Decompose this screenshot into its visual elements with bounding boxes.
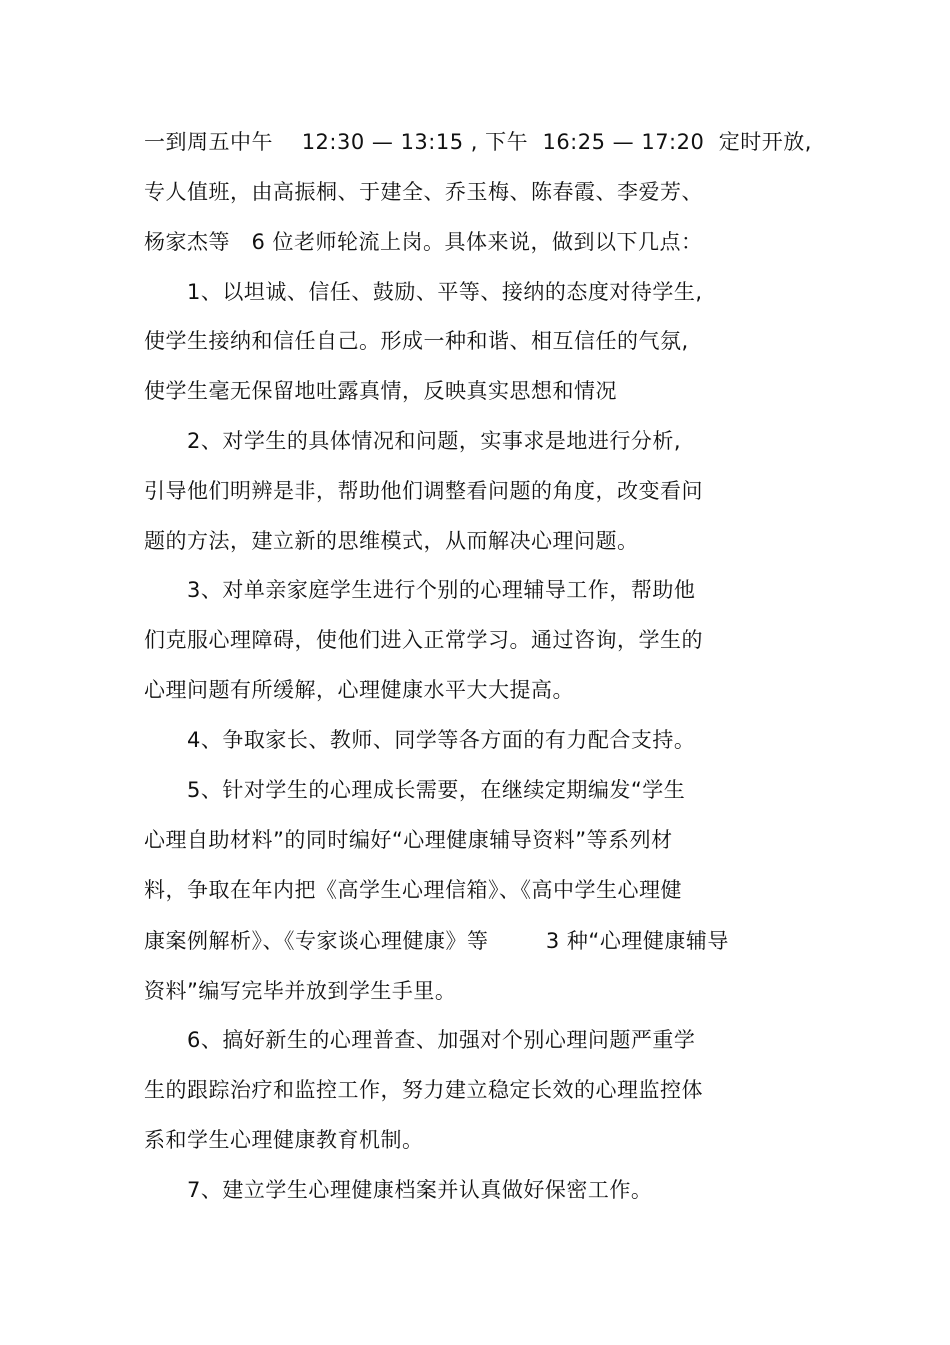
- text-line: 们克服心理障碍，使他们进入正常学习。通过咨询，学生的: [144, 628, 703, 652]
- text-line: 3、对单亲家庭学生进行个别的心理辅导工作，帮助他: [144, 578, 696, 602]
- text-line: 心理自助材料”的同时编好“心理健康辅导资料”等系列材: [144, 828, 673, 852]
- text-line: 系和学生心理健康教育机制。: [144, 1128, 424, 1152]
- text-line: 6、搞好新生的心理普查、加强对个别心理问题严重学: [144, 1028, 696, 1052]
- text-line: 使学生毫无保留地吐露真情，反映真实思想和情况: [144, 379, 617, 403]
- text-line: 资料”编写完毕并放到学生手里。: [144, 979, 457, 1003]
- text-line: 生的跟踪治疗和监控工作，努力建立稳定长效的心理监控体: [144, 1078, 703, 1102]
- text-line: 康案例解析》、《专家谈心理健康》等 3 种“心理健康辅导: [144, 929, 729, 953]
- text-line: 引导他们明辨是非，帮助他们调整看问题的角度，改变看问: [144, 479, 703, 503]
- text-line: 4、争取家长、教师、同学等各方面的有力配合支持。: [144, 728, 696, 752]
- text-line: 1、以坦诚、信任、鼓励、平等、接纳的态度对待学生,: [144, 280, 703, 304]
- text-line: 杨家杰等 6 位老师轮流上岗。具体来说，做到以下几点：: [144, 230, 703, 254]
- text-line: 7、建立学生心理健康档案并认真做好保密工作。: [144, 1178, 653, 1202]
- text-line: 料，争取在年内把《高学生心理信箱》、《高中学生心理健: [144, 878, 682, 902]
- text-line: 2、对学生的具体情况和问题，实事求是地进行分析,: [144, 429, 682, 453]
- text-line: 使学生接纳和信任自己。形成一种和谐、相互信任的气氛,: [144, 329, 689, 353]
- text-line: 5、针对学生的心理成长需要，在继续定期编发“学生: [144, 778, 686, 802]
- text-line: 题的方法，建立新的思维模式，从而解决心理问题。: [144, 529, 639, 553]
- text-line: 一到周五中午 12:30 — 13:15 , 下午 16:25 — 17:20 定时开放,: [144, 130, 812, 154]
- text-line: 专人值班，由高振桐、于建全、乔玉梅、陈春霞、李爱芳、: [144, 180, 703, 204]
- text-line: 心理问题有所缓解，心理健康水平大大提高。: [144, 678, 574, 702]
